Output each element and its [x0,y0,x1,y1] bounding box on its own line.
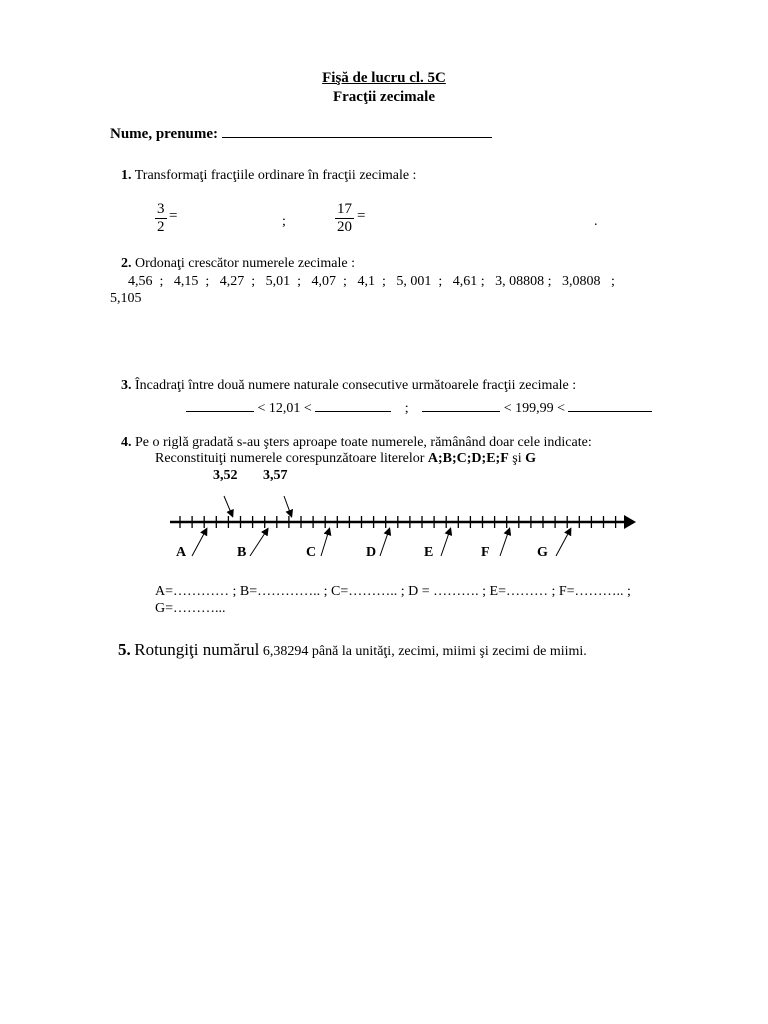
question-4 [121,435,592,451]
fraction-1 [155,200,167,236]
question-1-text: Transformaţi fracţiile ordinare în fracţii zecimale : [134,168,417,183]
question-3 [121,378,576,394]
fraction-1-denominator: 2 [157,219,165,235]
expression-separator: ; [404,401,409,416]
question-3-expressions [186,399,652,417]
question-2-numbers-line-2: 5,105 [110,291,142,306]
fraction-2-equals: = [357,208,366,224]
letter-C-pointer [321,530,329,556]
number-line-arrowhead [624,515,636,529]
letter-A-pointer [192,530,206,556]
fraction-1-equals: = [169,208,178,224]
answers-line-1[interactable]: A=………… ; B=………….. ; C=……….. ; D = ………. ; E=……… ; F=……….. ; [155,584,631,599]
letter-B-pointer [250,530,267,556]
question-2-numbers-line-1: 4,56 ; 4,15 ; 4,27 ; 5,01 ; 4,07 ; 4,1 ; 5, 001 ; 4,61 ; 3, 08808 ; 3,0808 ; [128,274,615,289]
question-5-text: 6,38294 până la unităţi, zecimi, miimi şi zecimi de miimi. [262,644,587,659]
fraction-separator: ; [282,214,286,229]
answers-line-2[interactable]: G=………... [155,601,226,616]
question-2-number: 2. [121,256,132,271]
number-line [160,480,645,570]
blank-3a[interactable] [186,399,254,412]
letter-E-pointer [441,530,450,556]
fraction-2-numerator: 17 [337,201,352,217]
question-4-number: 4. [121,435,132,450]
letter-D-pointer [380,530,389,556]
question-3-number: 3. [121,378,132,393]
fraction-2 [335,200,354,236]
question-2 [121,256,355,272]
question-1-number: 1. [121,168,132,183]
question-4-text: Pe o riglă gradată s-au şters aproape toate numerele, rămânând doar cele indicate: [135,435,592,450]
expression-1: < 12,01 < [257,401,312,416]
question-1-end: . [594,214,598,229]
letter-D: D [366,545,377,560]
fraction-1-numerator: 3 [157,201,165,217]
name-field [110,124,492,143]
question-1 [121,168,416,184]
fraction-2-denominator: 20 [337,219,352,235]
letter-F-pointer [500,530,509,556]
blank-3c[interactable] [422,399,500,412]
question-3-text: Încadraţi între două numere naturale consecutive următoarele fracţii zecimale : [135,378,577,393]
letter-E: E [424,545,434,560]
question-2-text: Ordonaţi crescător numerele zecimale : [135,256,355,271]
known-value-2: 3,57 [263,468,288,483]
known-value-2-pointer [284,496,291,515]
instruction-and: şi [508,451,526,466]
letter-C: C [306,545,317,560]
question-5 [118,640,587,660]
worksheet-title: Fişă de lucru cl. 5C [322,70,446,86]
question-5-lead: Rotungiţi numărul [134,640,260,659]
instruction-plain: Reconstituiţi numerele corespunzătoare literelor [155,451,428,466]
known-value-1-pointer [224,496,232,515]
expression-2: < 199,99 < [503,401,565,416]
instruction-letters: A;B;C;D;E;F [427,451,509,466]
question-4-instruction [155,451,536,467]
instruction-last-letter: G [525,451,536,466]
letter-B: B [237,545,247,560]
known-value-1: 3,52 [213,468,238,483]
letter-G-pointer [556,530,570,556]
question-5-number: 5. [118,640,131,659]
worksheet-subtitle: Fracţii zecimale [332,89,436,105]
name-label: Nume, prenume: [110,126,219,142]
letter-F: F [481,545,490,560]
name-blank[interactable] [222,124,492,138]
letter-G: G [537,545,548,560]
blank-3b[interactable] [315,399,391,412]
letter-A: A [176,545,187,560]
blank-3d[interactable] [568,399,652,412]
